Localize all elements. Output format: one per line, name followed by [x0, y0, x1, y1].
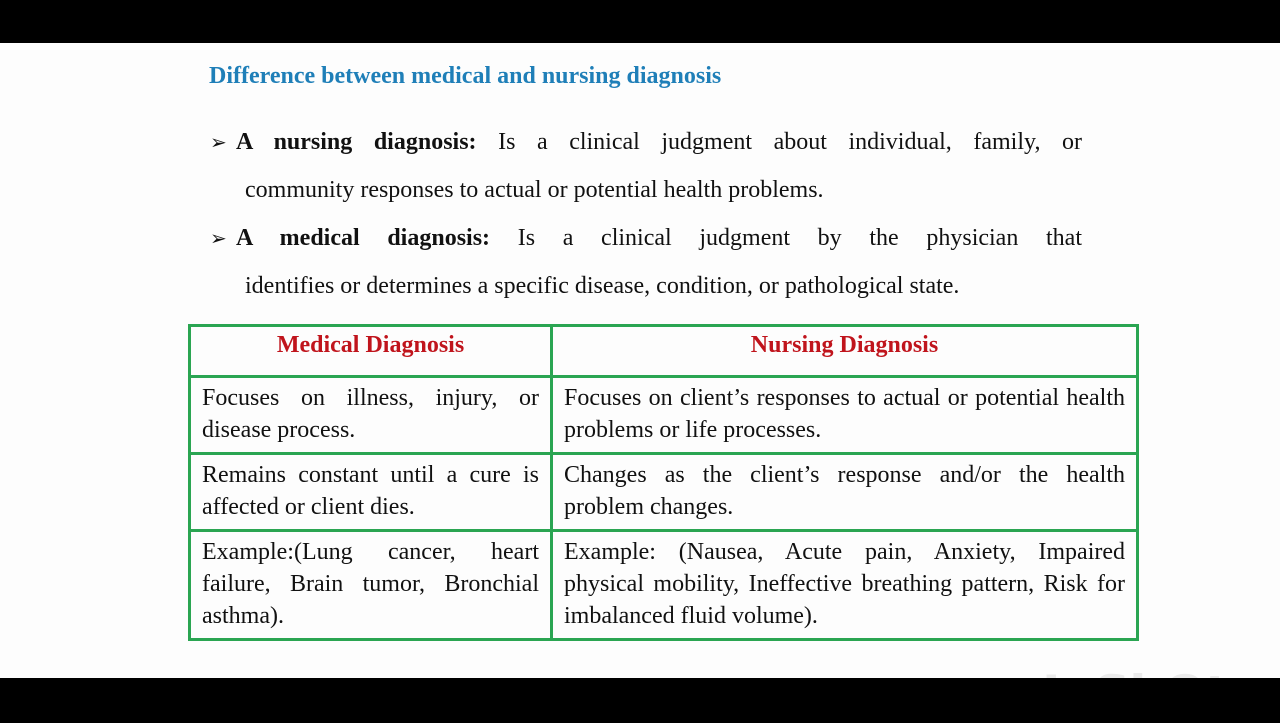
comparison-table — [188, 324, 1139, 641]
table-row — [190, 531, 1138, 640]
arrow-bullet-icon: ➢ — [210, 130, 227, 154]
table-cell: Remains constant until a cure is affected or client dies. — [190, 454, 552, 531]
bullet-text: Is a clinical judgment about individual, family, or — [476, 129, 1082, 155]
slide — [0, 43, 1280, 678]
table-cell: Example: (Nausea, Acute pain, Anxiety, Impaired physical mobility, Ineffective breathing pattern, Risk for imbalanced fluid volume). — [552, 531, 1138, 640]
letterbox-bottom — [0, 678, 1280, 720]
bullet-term: A medical diagnosis: — [236, 225, 491, 251]
bullet-text-continued: community responses to actual or potential health problems. — [245, 177, 824, 203]
header-nursing-diagnosis: Nursing Diagnosis — [552, 326, 1138, 377]
header-medical-diagnosis: Medical Diagnosis — [190, 326, 552, 377]
bullet-text: Is a clinical judgment by the physician that — [490, 225, 1082, 251]
letterbox-top — [0, 0, 1280, 43]
table-cell: Example:(Lung cancer, heart failure, Brain tumor, Bronchial asthma). — [190, 531, 552, 640]
bullet-text-continued: identifies or determines a specific disease, condition, or pathological state. — [245, 273, 960, 299]
arrow-bullet-icon: ➢ — [210, 226, 227, 250]
table-row — [190, 454, 1138, 531]
bullet-medical-diagnosis — [210, 214, 1082, 310]
table-cell: Focuses on client’s responses to actual or potential health problems or life processes. — [552, 377, 1138, 454]
table-cell: Focuses on illness, injury, or disease process. — [190, 377, 552, 454]
table-cell: Changes as the client’s response and/or the health problem changes. — [552, 454, 1138, 531]
table-row — [190, 377, 1138, 454]
slide-title: Difference between medical and nursing diagnosis — [209, 63, 722, 89]
table-header-row — [190, 326, 1138, 377]
bullet-nursing-diagnosis — [210, 118, 1082, 214]
bullet-term: A nursing diagnosis: — [236, 129, 477, 155]
